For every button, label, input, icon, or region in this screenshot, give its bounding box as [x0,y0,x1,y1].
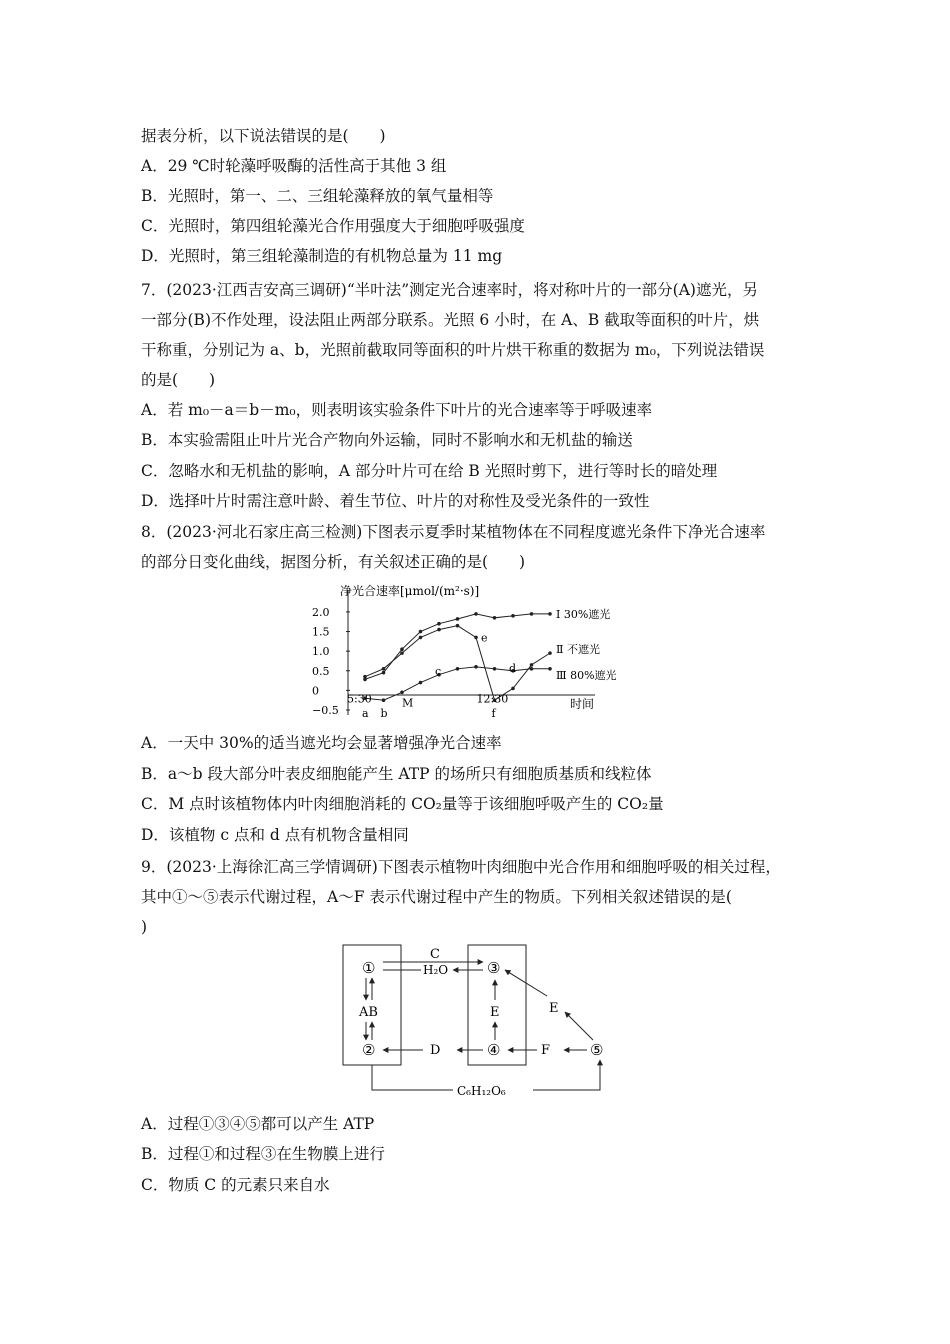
q8-option-c: C．M 点时该植物体内叶肉细胞消耗的 CO₂量等于该细胞呼吸产生的 CO₂量 [141,795,664,813]
q9-stem-line-1: 9．(2023·上海徐汇高三学情调研)下图表示植物叶肉细胞中光合作用和细胞呼吸的相关过程， [141,858,781,876]
q7-option-d: D．选择叶片时需注意叶龄、着生节位、叶片的对称性及受光条件的一致性 [141,492,650,510]
metabolism-diagram [335,940,625,1105]
series-legend-label: Ⅱ 不遮光 [556,643,600,657]
y-tick-label: 1.0 [312,645,330,659]
series-2-point [382,667,386,671]
series-1-point [456,617,460,621]
series-2-point [400,651,404,655]
node-2: ② [362,1041,376,1059]
point-label-a: a [362,706,369,720]
chart-xlabel: 时间 [570,697,595,711]
y-tick-label: 1.5 [312,625,330,639]
label-e-vertical: E [490,1005,500,1020]
y-tick-label: −0.5 [312,704,339,717]
arrow-5-3 [565,1012,593,1040]
q7-stem-line-3: 干称重，分别记为 a、b，光照前截取同等面积的叶片烘干称重的数据为 m₀，下列说法错误 [141,341,765,359]
series-1-point [437,622,441,626]
q8-stem-line-1: 8．(2023·河北石家庄高三检测)下图表示夏季时某植物体在不同程度遮光条件下净光合速率 [141,523,766,541]
series-2-point [511,687,515,691]
label-ab: AB [359,1005,378,1020]
y-tick-label: 0.5 [312,664,330,678]
series-3-point [548,667,552,671]
q8-option-b: B．a～b 段大部分叶表皮细胞能产生 ATP 的场所只有细胞质基质和线粒体 [141,765,652,783]
point-label-c: c [435,664,442,678]
label-glucose: C₆H₁₂O₆ [457,1084,506,1098]
series-2-point [363,675,367,679]
series-1-point [419,630,423,634]
q7-stem-line-2: 一部分(B)不作处理，设法阻止两部分联系。光照 6 小时，在 A、B 截取等面积的叶片，烘 [141,311,760,329]
q6-option-c: C．光照时，第四组轮藻光合作用强度大于细胞呼吸强度 [141,217,525,235]
q9-option-a: A．过程①③④⑤都可以产生 ATP [141,1115,375,1133]
label-f: F [541,1043,551,1058]
point-label-e: e [481,631,488,645]
series-3-point [456,667,460,671]
series-3-point [474,665,478,669]
node-1: ① [362,959,376,977]
q8-option-d: D．该植物 c 点和 d 点有机物含量相同 [141,826,409,844]
series-2-point [456,624,460,628]
series-2-point [548,651,552,655]
node-5: ⑤ [590,1041,604,1059]
q6-option-d: D．光照时，第三组轮藻制造的有机物总量为 11 mg [141,247,503,265]
node-4: ④ [487,1041,501,1059]
y-tick-label: 0 [312,684,319,698]
series-line-2 [365,626,550,701]
series-1-point [493,616,497,620]
point-label-b: b [380,706,388,720]
series-2-point [437,628,441,632]
series-legend-label: Ⅰ 30%遮光 [556,607,611,621]
label-e-diagonal: E [549,1001,559,1016]
point-label-f: f [491,706,496,720]
x-tick-label: 5:30 [347,692,372,706]
series-1-point [548,612,552,616]
q9-option-b: B．过程①和过程③在生物膜上进行 [141,1145,385,1163]
series-3-point [493,667,497,671]
q9-stem-line-3: ) [141,918,148,936]
series-legend-label: Ⅲ 80%遮光 [556,668,617,682]
series-1-point [382,671,386,675]
chart-ylabel: 净光合速率[μmol/(m²·s)] [340,584,480,598]
series-1-point [511,614,515,618]
point-label-M: M [402,696,414,710]
series-3-point [419,681,423,685]
q6-option-a: A．29 ℃时轮藻呼吸酶的活性高于其他 3 组 [141,157,447,175]
q7-option-b: B．本实验需阻止叶片光合产物向外运输，同时不影响水和无机盐的输送 [141,431,633,449]
q6-stem: 据表分析，以下说法错误的是( ) [141,127,386,145]
label-c: C [430,947,440,962]
series-2-point [419,636,423,640]
q7-option-a: A．若 m₀－a＝b－m₀，则表明该实验条件下叶片的光合速率等于呼吸速率 [141,401,653,419]
q7-stem-line-4: 的是( ) [141,371,216,389]
series-2-point [474,636,478,640]
series-1-point [474,612,478,616]
q7-stem-line-1: 7．(2023·江西吉安高三调研)“半叶法”测定光合速率时，将对称叶片的一部分(A)遮光，另 [141,281,758,299]
q7-option-c: C．忽略水和无机盐的影响，A 部分叶片可在给 B 光照时剪下，进行等时长的暗处理 [141,462,718,480]
series-3-point [400,691,404,695]
point-label-d: d [509,662,517,676]
q8-stem-line-2: 的部分日变化曲线，据图分析，有关叙述正确的是( ) [141,553,526,571]
series-2-point [530,663,534,667]
x-tick-label: 12:30 [476,692,509,706]
q6-option-b: B．光照时，第一、二、三组轮藻释放的氧气量相等 [141,187,494,205]
series-3-point [382,698,386,702]
node-3: ③ [487,959,501,977]
series-1-point [530,612,534,616]
y-tick-label: 2.0 [312,605,330,619]
series-1-point [400,647,404,651]
label-d: D [430,1043,441,1058]
q9-stem-line-2: 其中①～⑤表示代谢过程，A～F 表示代谢过程中产生的物质。下列相关叙述错误的是( [141,888,732,906]
net-photosynthesis-chart [310,580,640,720]
q9-option-c: C．物质 C 的元素只来自水 [141,1176,330,1194]
q8-option-a: A．一天中 30%的适当遮光均会显著增强净光合速率 [141,734,502,752]
label-h2o: H₂O [423,963,449,977]
series-3-point [530,667,534,671]
